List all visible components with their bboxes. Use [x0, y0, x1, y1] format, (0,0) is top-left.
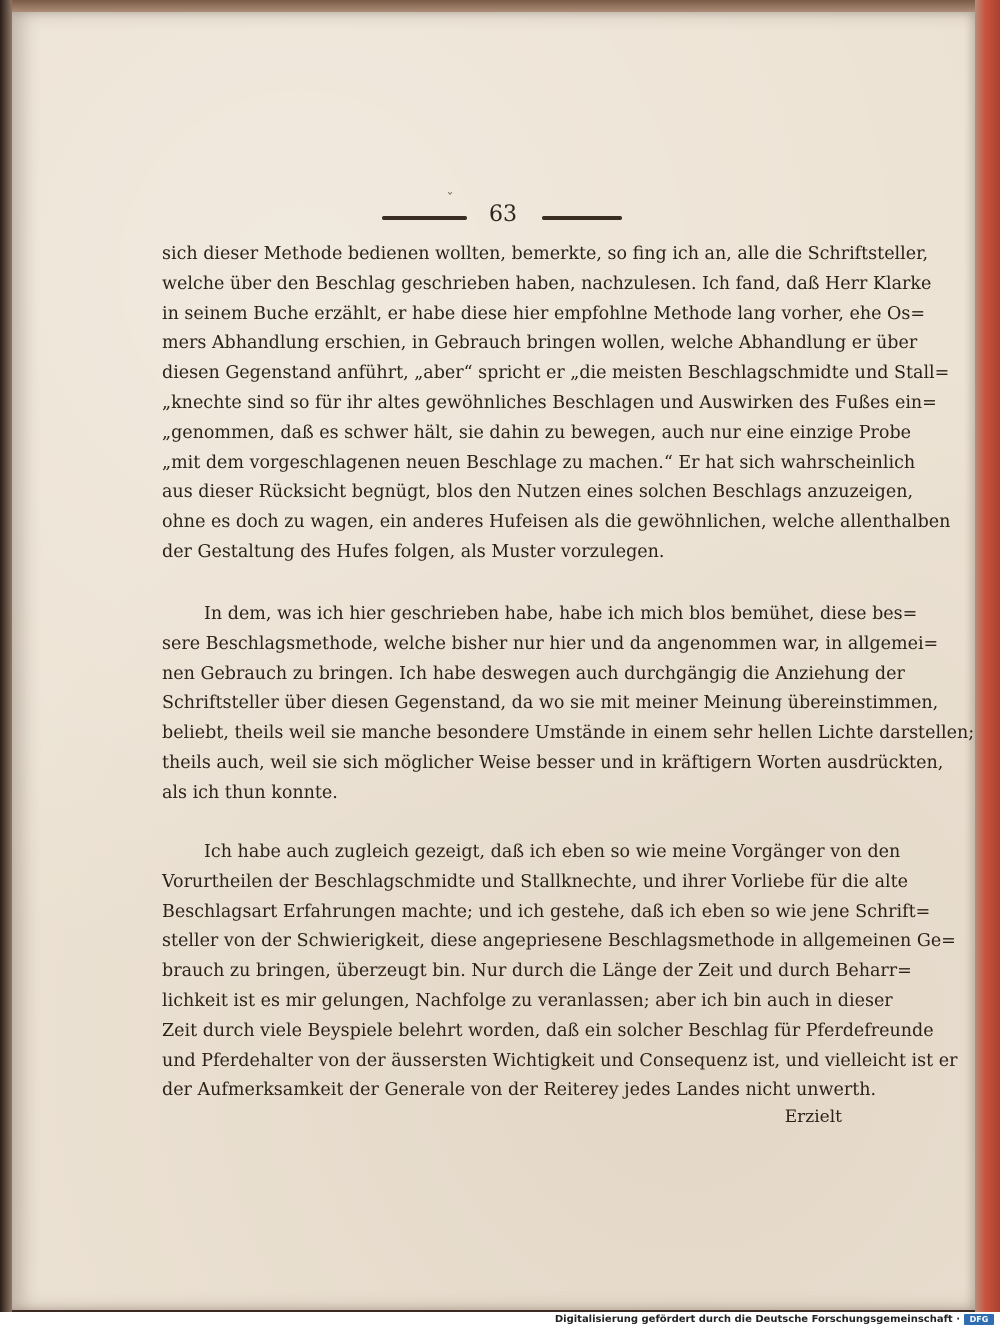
text-line: aus dieser Rücksicht begnügt, blos den Nutzen eines solchen Beschlags anzuzeigen, — [162, 482, 914, 503]
text-line: nen Gebrauch zu bringen. Ich habe deswegen auch durchgängig die Anziehung der — [162, 663, 905, 684]
text-line: in seinem Buche erzählt, er habe diese hier empfohlne Methode lang vorher, ehe Os= — [162, 303, 926, 324]
text-line: ohne es doch zu wagen, ein anderes Hufeisen als die gewöhnlichen, welche allenthalben — [162, 512, 951, 533]
text-line: sich dieser Methode bedienen wollten, bemerkte, so fing ich an, alle die Schriftsteller, — [162, 244, 929, 264]
text-line: brauch zu bringen, überzeugt bin. Nur durch die Länge der Zeit und durch Beharr= — [162, 961, 912, 982]
text-line: Beschlagsart Erfahrungen machte; und ich gestehe, daß ich eben so wie jene Schrift= — [162, 901, 931, 922]
text-line: „knechte sind so für ihr altes gewöhnliches Beschlagen und Auswirken des Fußes ein= — [162, 392, 937, 413]
paragraph-1 — [162, 240, 951, 568]
book-cover-edge — [975, 0, 1000, 1312]
paragraph-2 — [162, 600, 975, 809]
paragraph-3 — [162, 838, 958, 1106]
header-rule-left — [382, 216, 467, 220]
text-line: und Pferdehalter von der äussersten Wichtigkeit und Consequenz ist, und vielleicht ist er — [162, 1050, 958, 1071]
text-line: „mit dem vorgeschlagenen neuen Beschlage zu machen.“ Er hat sich wahrscheinlich — [162, 452, 916, 473]
text-line: beliebt, theils weil sie manche besondere Umstände in einem sehr hellen Lichte darstellen; — [162, 723, 975, 744]
text-line: als ich thun konnte. — [162, 782, 338, 803]
text-line: „genommen, daß es schwer hält, sie dahin zu bewegen, auch nur eine einzige Probe — [162, 422, 912, 443]
funding-credit: Digitalisierung gefördert durch die Deutsche Forschungsgemeinschaft · — [554, 1314, 960, 1325]
header-rule-right — [542, 216, 622, 220]
text-line: In dem, was ich hier geschrieben habe, habe ich mich blos bemühet, diese bes= — [204, 604, 918, 624]
page-number: 63 — [489, 202, 517, 227]
footer-bar — [0, 1312, 1000, 1327]
text-line: der Aufmerksamkeit der Generale von der Reiterey jedes Landes nicht unwerth. — [162, 1080, 877, 1101]
text-line: Zeit durch viele Beyspiele belehrt worden, daß ein solcher Beschlag für Pferdefreunde — [162, 1020, 934, 1041]
catchword: Erzielt — [784, 1107, 842, 1127]
text-line: theils auch, weil sie sich möglicher Weise besser und in kräftigern Worten ausdrückten, — [162, 752, 944, 773]
text-line: Schriftsteller über diesen Gegenstand, da wo sie mit meiner Meinung übereinstimmen, — [162, 693, 939, 714]
book-page — [12, 12, 975, 1310]
text-line: steller von der Schwierigkeit, diese angepriesene Beschlagsmethode in allgemeinen Ge= — [162, 931, 956, 952]
text-line: Ich habe auch zugleich gezeigt, daß ich eben so wie meine Vorgänger von den — [204, 842, 901, 862]
text-line: mers Abhandlung erschien, in Gebrauch bringen wollen, welche Abhandlung er über — [162, 333, 918, 354]
book-binding-edge — [0, 0, 12, 1312]
text-line: diesen Gegenstand anführt, „aber“ spricht er „die meisten Beschlagschmidte und Stall= — [162, 363, 950, 384]
text-line: sere Beschlagsmethode, welche bisher nur hier und da angenommen war, in allgemei= — [162, 633, 939, 654]
page-header — [12, 202, 975, 232]
text-line: lichkeit ist es mir gelungen, Nachfolge zu veranlassen; aber ich bin auch in dieser — [162, 990, 893, 1011]
text-line: der Gestaltung des Hufes folgen, als Muster vorzulegen. — [162, 541, 665, 562]
text-line: Vorurtheilen der Beschlagschmidte und Stallknechte, und ihrer Vorliebe für die alte — [162, 871, 909, 892]
text-line: welche über den Beschlag geschrieben haben, nachzulesen. Ich fand, daß Herr Klarke — [162, 273, 932, 294]
ornament-mark: ˇ — [446, 191, 454, 207]
dfg-logo: DFG — [964, 1314, 994, 1325]
